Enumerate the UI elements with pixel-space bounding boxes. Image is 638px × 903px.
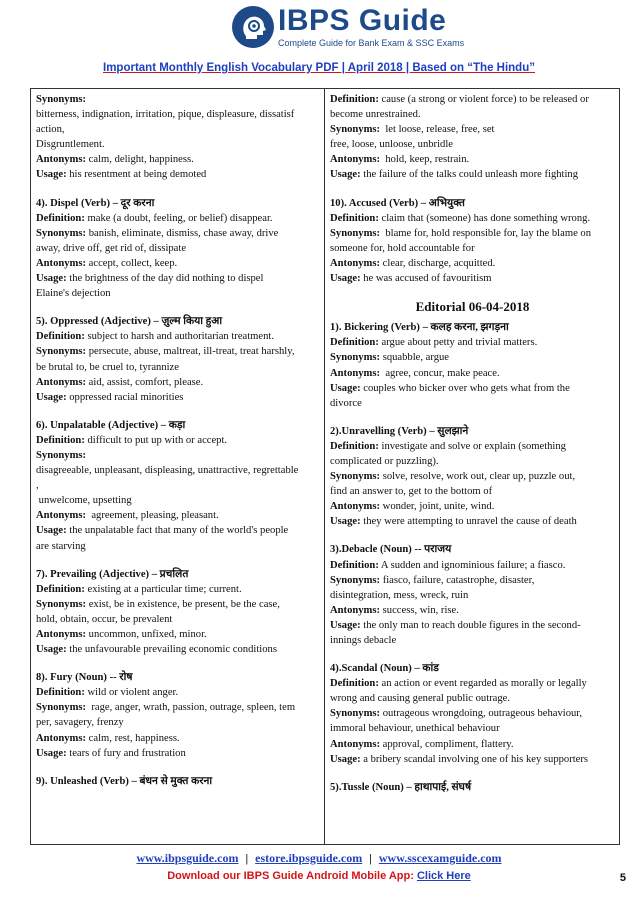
field-label: Usage: bbox=[36, 273, 67, 285]
entry-line: Usage: the only man to reach double figures in the second- bbox=[330, 619, 581, 631]
page-number: 5 bbox=[619, 872, 626, 884]
field-label: Antonyms: bbox=[330, 501, 381, 513]
column-divider bbox=[324, 88, 325, 845]
entry-line: Usage: tears of fury and frustration bbox=[36, 747, 186, 759]
entry-line: Usage: he was accused of favouritism bbox=[330, 273, 492, 285]
entry-line: Antonyms: hold, keep, restrain. bbox=[330, 154, 470, 166]
entry-line: divorce bbox=[330, 397, 362, 409]
entry-line: Disgruntlement. bbox=[36, 139, 105, 151]
entry-line: per, savagery, frenzy bbox=[36, 717, 124, 729]
vocab-entry bbox=[330, 780, 615, 795]
entry-heading: 8). Fury (Noun) -- रोष bbox=[36, 672, 133, 684]
entry-line: Usage: the unfavourable prevailing economic conditions bbox=[36, 644, 277, 656]
field-label: Synonyms: bbox=[330, 227, 381, 239]
entry-line: find an answer to, get to the bottom of bbox=[330, 486, 493, 498]
field-label: Antonyms: bbox=[330, 257, 381, 269]
entry-line: Synonyms: outrageous wrongdoing, outrageous behaviour, bbox=[330, 708, 583, 720]
field-label: Synonyms: bbox=[36, 227, 87, 239]
entry-line: disagreeable, unpleasant, displeasing, unattractive, regrettable bbox=[36, 465, 299, 477]
entry-line: are starving bbox=[36, 540, 86, 552]
field-label: Usage: bbox=[36, 391, 67, 403]
entry-heading: 5). Oppressed (Adjective) – ज़ुल्म किया हुआ bbox=[36, 316, 223, 328]
field-label: Usage: bbox=[330, 273, 361, 285]
field-label: Synonyms: bbox=[330, 471, 381, 483]
vocab-entry bbox=[36, 314, 318, 405]
entry-line: Synonyms: blame for, hold responsible for, lay the blame on bbox=[330, 227, 592, 239]
entry-line: Antonyms: calm, delight, happiness. bbox=[36, 154, 194, 166]
entry-line: Synonyms: bbox=[36, 449, 87, 461]
field-label: Definition: bbox=[330, 337, 379, 349]
field-label: Usage: bbox=[36, 644, 67, 656]
field-label: Antonyms: bbox=[36, 510, 87, 522]
entry-line: be brutal to, be cruel to, tyrannize bbox=[36, 361, 179, 373]
field-label: Synonyms: bbox=[330, 574, 381, 586]
field-label: Synonyms: bbox=[36, 346, 87, 358]
vocab-entry bbox=[36, 567, 318, 658]
entry-heading: 3).Debacle (Noun) -- पराजय bbox=[330, 544, 452, 556]
entry-heading: 6). Unpalatable (Adjective) – कड़ा bbox=[36, 419, 186, 431]
vocab-entry bbox=[330, 424, 615, 530]
link-sscexamguide[interactable]: www.sscexamguide.com bbox=[378, 851, 502, 865]
head-gear-icon bbox=[232, 6, 274, 48]
entry-line: away, drive off, get rid of, dissipate bbox=[36, 242, 187, 254]
field-label: Definition: bbox=[330, 559, 379, 571]
vocab-entry bbox=[36, 196, 318, 302]
field-label: Definition: bbox=[330, 212, 379, 224]
field-label: Synonyms: bbox=[330, 352, 381, 364]
entry-line: Synonyms: squabble, argue bbox=[330, 352, 449, 364]
link-estore[interactable]: estore.ibpsguide.com bbox=[255, 851, 363, 865]
entry-heading: 7). Prevailing (Adjective) – प्रचलित bbox=[36, 568, 189, 580]
entry-line: Usage: the brightness of the day did nothing to dispel bbox=[36, 273, 264, 285]
field-label: Antonyms: bbox=[330, 367, 381, 379]
link-ibpsguide[interactable]: www.ibpsguide.com bbox=[136, 851, 239, 865]
field-label: Usage: bbox=[36, 169, 67, 181]
vocab-entry bbox=[330, 320, 615, 411]
entry-line: Synonyms: banish, eliminate, dismiss, chase away, drive bbox=[36, 227, 279, 239]
entry-line: Antonyms: wonder, joint, unite, wind. bbox=[330, 501, 495, 513]
entry-line: become unrestrained. bbox=[330, 109, 421, 121]
entry-line: Usage: his resentment at being demoted bbox=[36, 169, 207, 181]
vocab-entry bbox=[36, 774, 318, 789]
pdf-title: Important Monthly English Vocabulary PDF | April 2018 | Based on “The Hindu” bbox=[103, 62, 535, 74]
field-label: Definition: bbox=[330, 94, 379, 105]
entry-line: Synonyms: persecute, abuse, maltreat, ill-treat, treat harshly, bbox=[36, 346, 295, 358]
field-label: Definition: bbox=[330, 440, 379, 452]
entry-heading: 4). Dispel (Verb) – दूर करना bbox=[36, 197, 155, 209]
entry-line: Synonyms: fiasco, failure, catastrophe, disaster, bbox=[330, 574, 535, 586]
entry-line: Definition: make (a doubt, feeling, or belief) disappear. bbox=[36, 212, 273, 224]
field-label: Definition: bbox=[36, 434, 85, 446]
vocab-entry bbox=[36, 92, 318, 183]
field-label: Synonyms: bbox=[36, 702, 87, 714]
download-cta-link[interactable]: Click Here bbox=[416, 870, 471, 882]
entry-line: immoral behaviour, unethical behaviour bbox=[330, 723, 500, 735]
entry-line: disintegration, mess, wreck, ruin bbox=[330, 589, 469, 601]
entry-line: Antonyms: uncommon, unfixed, minor. bbox=[36, 629, 207, 640]
entry-line: Antonyms: agreement, pleasing, pleasant. bbox=[36, 510, 219, 522]
field-label: Antonyms: bbox=[36, 376, 87, 388]
entry-line: Usage: the failure of the talks could unleash more fighting bbox=[330, 169, 579, 181]
entry-line: Antonyms: clear, discharge, acquitted. bbox=[330, 257, 496, 269]
entry-line: hold, obtain, occur, be prevalent bbox=[36, 613, 173, 625]
vocab-entry bbox=[36, 670, 318, 761]
entry-line: Antonyms: calm, rest, happiness. bbox=[36, 732, 180, 744]
entry-line: Antonyms: approval, compliment, flattery. bbox=[330, 738, 514, 750]
entry-line: Elaine's dejection bbox=[36, 288, 111, 300]
entry-line: Definition: investigate and solve or explain (something bbox=[330, 440, 566, 452]
entry-line: someone for, hold accountable for bbox=[330, 242, 475, 254]
entry-line: action, bbox=[36, 124, 65, 136]
field-label: Antonyms: bbox=[36, 257, 87, 269]
entry-line: Definition: wild or violent anger. bbox=[36, 687, 179, 699]
field-label: Usage: bbox=[330, 516, 361, 528]
field-label: Definition: bbox=[36, 212, 85, 224]
field-label: Antonyms: bbox=[36, 154, 87, 166]
entry-heading: Synonyms: bbox=[36, 94, 87, 105]
entry-line: Definition: subject to harsh and authoritarian treatment. bbox=[36, 331, 275, 343]
entry-heading: 9). Unleashed (Verb) – बंधन से मुक्त करना bbox=[36, 775, 213, 787]
entry-heading: 5).Tussle (Noun) – हाथापाई, संघर्ष bbox=[330, 781, 472, 793]
field-label: Antonyms: bbox=[330, 604, 381, 616]
download-text: Download our IBPS Guide Android Mobile App: bbox=[167, 870, 417, 882]
entry-line: complicated or puzzling). bbox=[330, 455, 439, 467]
field-label: Synonyms: bbox=[330, 708, 381, 720]
entry-heading: 10). Accused (Verb) – अभियुक्त bbox=[330, 197, 465, 209]
entry-line: Definition: A sudden and ignominious failure; a fiasco. bbox=[330, 559, 566, 571]
right-column bbox=[330, 92, 615, 808]
entry-line: Definition: argue about petty and trivial matters. bbox=[330, 337, 538, 349]
field-label: Definition: bbox=[330, 678, 379, 690]
download-banner bbox=[0, 870, 638, 882]
entry-heading: 4).Scandal (Noun) – कांड bbox=[330, 663, 439, 675]
entry-line: Definition: existing at a particular time; current. bbox=[36, 583, 242, 595]
left-column bbox=[36, 92, 318, 802]
entry-line: free, loose, unloose, unbridle bbox=[330, 139, 453, 151]
logo-tagline: Complete Guide for Bank Exam & SSC Exams bbox=[278, 38, 465, 48]
editorial-heading: Editorial 06-04-2018 bbox=[415, 299, 530, 315]
entry-line: bitterness, indignation, irritation, pique, displeasure, dissatisf bbox=[36, 109, 295, 121]
field-label: Antonyms: bbox=[36, 629, 87, 640]
entry-line: Definition: claim that (someone) has done something wrong. bbox=[330, 212, 591, 224]
entry-line: Definition: an action or event regarded as morally or legally bbox=[330, 678, 587, 690]
field-label: Usage: bbox=[36, 747, 67, 759]
entry-line: Synonyms: rage, anger, wrath, passion, outrage, spleen, tem bbox=[36, 702, 296, 714]
entry-line: Synonyms: let loose, release, free, set bbox=[330, 124, 495, 136]
entry-line: Synonyms: solve, resolve, work out, clear up, puzzle out, bbox=[330, 471, 576, 483]
field-label: Definition: bbox=[36, 331, 85, 343]
field-label: Antonyms: bbox=[36, 732, 87, 744]
field-label: Usage: bbox=[330, 169, 361, 181]
entry-line: Antonyms: success, win, rise. bbox=[330, 604, 459, 616]
link-separator: | bbox=[245, 851, 249, 865]
entry-line: Usage: couples who bicker over who gets what from the bbox=[330, 382, 570, 394]
field-label: Definition: bbox=[36, 583, 85, 595]
entry-line: innings debacle bbox=[330, 635, 397, 646]
vocab-entry bbox=[330, 542, 615, 648]
page-header bbox=[0, 0, 638, 74]
entry-line: unwelcome, upsetting bbox=[36, 495, 132, 507]
entry-heading: 1). Bickering (Verb) – कलह करना, झगड़ना bbox=[330, 322, 509, 334]
entry-line: Definition: cause (a strong or violent force) to be released or bbox=[330, 94, 589, 105]
entry-line: Antonyms: agree, concur, make peace. bbox=[330, 367, 500, 379]
entry-line: Definition: difficult to put up with or accept. bbox=[36, 434, 228, 446]
field-label: Usage: bbox=[36, 525, 67, 537]
entry-line: Usage: they were attempting to unravel the cause of death bbox=[330, 516, 577, 528]
vocab-entry bbox=[36, 418, 318, 554]
entry-line: Usage: a bribery scandal involving one of his key supporters bbox=[330, 753, 589, 765]
entry-line: Usage: the unpalatable fact that many of the world's people bbox=[36, 525, 289, 537]
vocab-entry bbox=[330, 661, 615, 767]
entry-line: Antonyms: accept, collect, keep. bbox=[36, 257, 178, 269]
vocab-entry bbox=[330, 92, 615, 183]
field-label: Antonyms: bbox=[330, 738, 381, 750]
field-label: Synonyms: bbox=[36, 598, 87, 610]
field-label: Usage: bbox=[330, 753, 361, 765]
footer-links bbox=[0, 851, 638, 866]
link-separator: | bbox=[369, 851, 372, 865]
field-label: Synonyms: bbox=[330, 124, 381, 136]
entry-line: Synonyms: exist, be in existence, be present, be the case, bbox=[36, 598, 280, 610]
logo-title: IBPS Guide bbox=[278, 4, 447, 37]
ibps-guide-logo[interactable] bbox=[232, 6, 464, 48]
field-label: Antonyms: bbox=[330, 154, 381, 166]
entry-heading: 2).Unravelling (Verb) – सुलझाने bbox=[330, 425, 469, 437]
field-label: Definition: bbox=[36, 687, 85, 699]
field-label: Usage: bbox=[330, 619, 361, 631]
entry-line: wrong and causing general public outrage. bbox=[330, 693, 511, 705]
vocab-entry bbox=[330, 196, 615, 287]
entry-line: Antonyms: aid, assist, comfort, please. bbox=[36, 376, 204, 388]
entry-line: Usage: oppressed racial minorities bbox=[36, 391, 184, 403]
field-label: Usage: bbox=[330, 382, 361, 394]
entry-line: , bbox=[36, 480, 39, 492]
